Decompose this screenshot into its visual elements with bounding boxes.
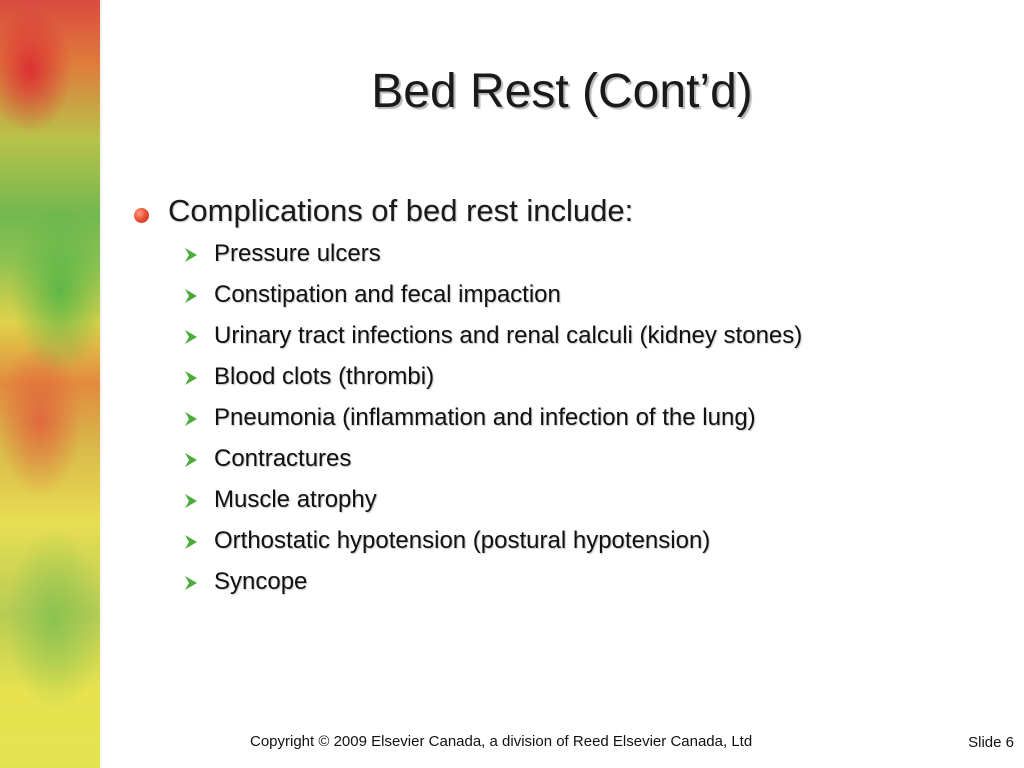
- arrowhead-bullet-icon: [184, 288, 198, 304]
- list-item: [128, 563, 1008, 604]
- list-item-text: Syncope: [214, 568, 308, 595]
- list-item-text: Blood clots (thrombi): [214, 363, 435, 390]
- arrowhead-bullet-icon: [184, 452, 198, 468]
- sub-bullet-list: [128, 235, 1008, 604]
- list-item: [128, 481, 1008, 522]
- slide-title: Bed Rest (Cont’d): [371, 65, 753, 118]
- arrowhead-bullet-icon: [184, 370, 198, 386]
- list-item: [128, 522, 1008, 563]
- slide-content: [128, 193, 1008, 604]
- arrowhead-bullet-icon: [184, 493, 198, 509]
- round-bullet-icon: [134, 208, 149, 223]
- footer-copyright: Copyright © 2009 Elsevier Canada, a division of Reed Elsevier Canada, Ltd: [250, 733, 753, 750]
- list-item: [128, 440, 1008, 481]
- decorative-side-stripe: [0, 0, 100, 768]
- arrowhead-bullet-icon: [184, 329, 198, 345]
- list-item-text: Urinary tract infections and renal calculi (kidney stones): [214, 322, 803, 349]
- list-item-text: Constipation and fecal impaction: [214, 281, 561, 308]
- list-item: [128, 276, 1008, 317]
- list-item-text: Orthostatic hypotension (postural hypotension): [214, 527, 711, 554]
- arrowhead-bullet-icon: [184, 534, 198, 550]
- arrowhead-bullet-icon: [184, 575, 198, 591]
- list-item: [128, 358, 1008, 399]
- main-bullet-text: Complications of bed rest include:: [168, 193, 634, 228]
- list-item-text: Muscle atrophy: [214, 486, 377, 513]
- arrowhead-bullet-icon: [184, 247, 198, 263]
- main-bullet: [128, 193, 1008, 233]
- list-item: [128, 399, 1008, 440]
- slide-number: Slide 6: [968, 734, 1014, 751]
- list-item: [128, 317, 1008, 358]
- list-item-text: Pressure ulcers: [214, 240, 381, 267]
- list-item-text: Pneumonia (inflammation and infection of the lung): [214, 404, 756, 431]
- list-item: [128, 235, 1008, 276]
- arrowhead-bullet-icon: [184, 411, 198, 427]
- list-item-text: Contractures: [214, 445, 352, 472]
